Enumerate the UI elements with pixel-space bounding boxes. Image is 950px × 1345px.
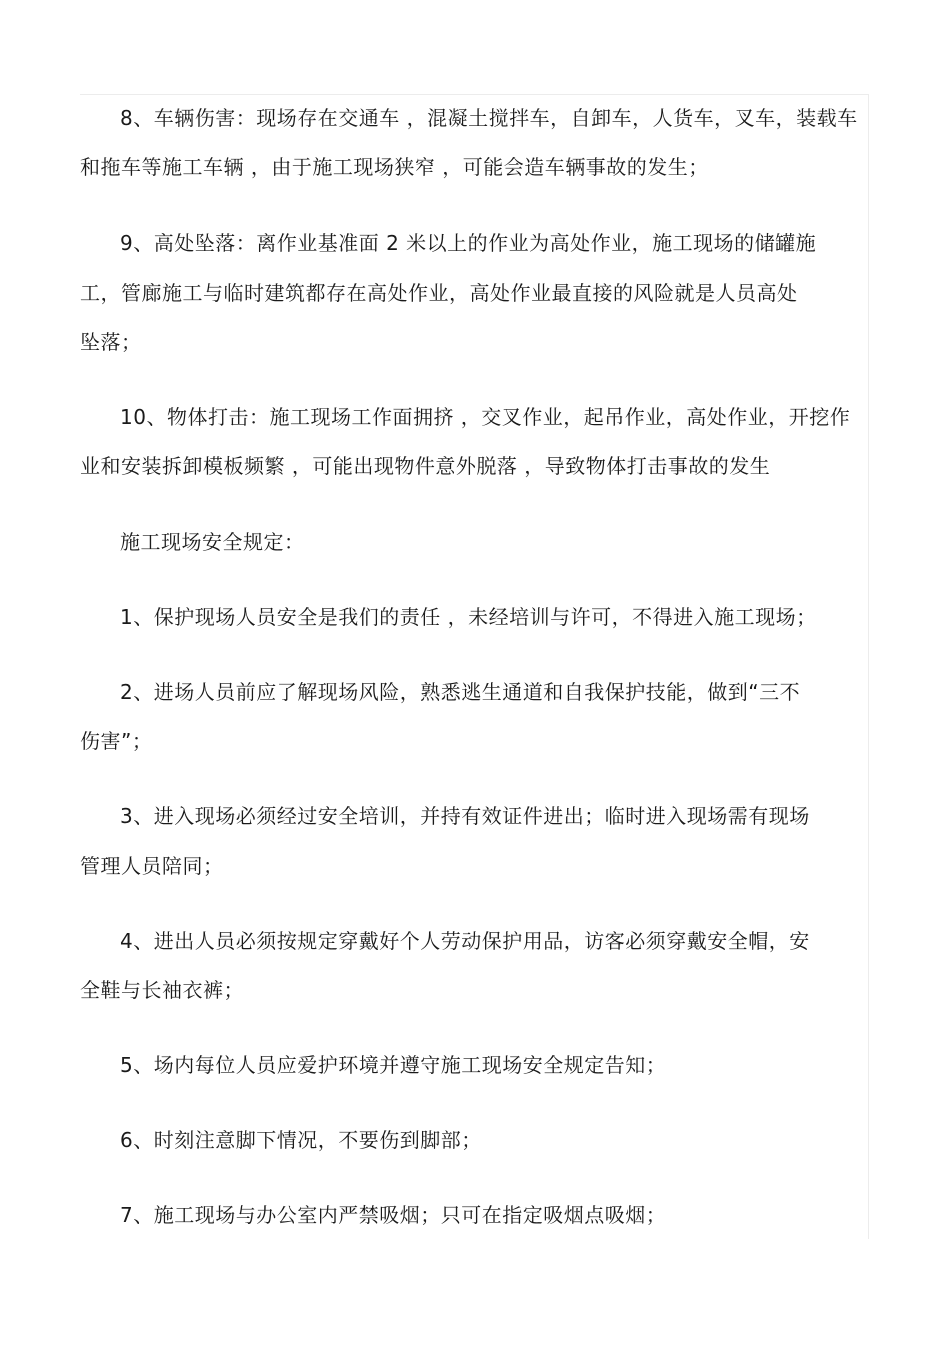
text-line: 2、进场人员前应了解现场风险，熟悉逃生通道和自我保护技能，做到“三不 (120, 680, 801, 704)
text-line: 施工现场安全规定： (120, 530, 305, 554)
text-line: 3、进入现场必须经过安全培训，并持有效证件进出；临时进入现场需有现场 (120, 804, 810, 828)
text-line: 7、施工现场与办公室内严禁吸烟；只可在指定吸烟点吸烟； (120, 1203, 667, 1227)
text-line: 6、时刻注意脚下情况，不要伤到脚部； (120, 1128, 482, 1152)
text-line: 1、保护现场人员安全是我们的责任 ，未经培训与许可，不得进入施工现场； (120, 605, 817, 629)
text-line: 工，管廊施工与临时建筑都存在高处作业，高处作业最直接的风险就是人员高处 (80, 281, 798, 305)
text-line: 管理人员陪同； (80, 854, 224, 878)
text-line: 业和安装拆卸模板频繁 ，可能出现物件意外脱落 ，导致物体打击事故的发生 (80, 454, 771, 478)
text-line: 10、物体打击：施工现场工作面拥挤 ，交叉作业，起吊作业，高处作业，开挖作 (120, 405, 851, 429)
text-line: 8、车辆伤害：现场存在交通车 ，混凝土搅拌车，自卸车，人货车，叉车，装载车 (120, 106, 858, 130)
text-line: 和拖车等施工车辆 ，由于施工现场狭窄 ，可能会造车辆事故的发生； (80, 155, 709, 179)
text-line: 伤害”； (80, 729, 153, 753)
text-line: 坠落； (80, 330, 142, 354)
page-border-top (80, 94, 869, 95)
text-line: 全鞋与长袖衣裤； (80, 978, 244, 1002)
text-line: 5、场内每位人员应爱护环境并遵守施工现场安全规定告知； (120, 1053, 667, 1077)
page-border-right (868, 94, 869, 1239)
text-line: 4、进出人员必须按规定穿戴好个人劳动保护用品，访客必须穿戴安全帽，安 (120, 929, 810, 953)
text-line: 9、高处坠落：离作业基准面 2 米以上的作业为高处作业，施工现场的储罐施 (120, 231, 817, 255)
